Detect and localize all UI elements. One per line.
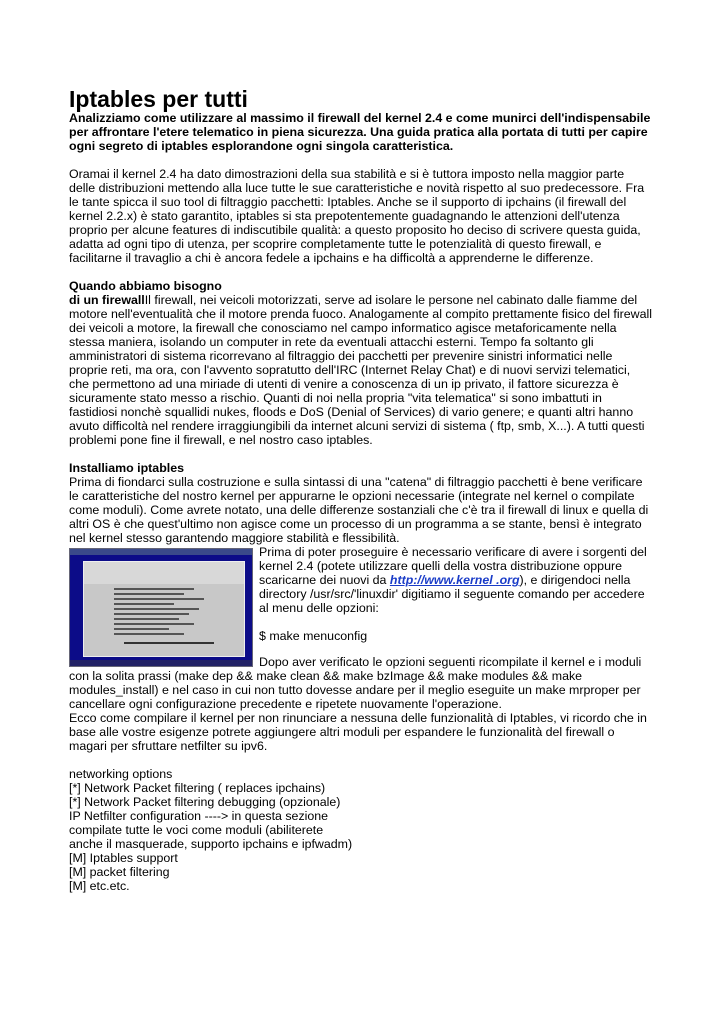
menuconfig-screenshot-image [69,548,253,667]
option-line: networking options [69,767,173,781]
kernel-org-link[interactable]: http://www.kernel .org [389,573,520,587]
article-subtitle: Analizziamo come utilizzare al massimo il firewall del kernel 2.4 e come munirci dell'indispensabile per affrontare l'etere telematico in piena sicurezza. Una guida pratica alla portata di tutti per capire ogni segreto di iptables esplorandone ogni singola caratteristica. [69,111,651,153]
option-line: [M] packet filtering [69,865,170,879]
option-line: [M] Iptables support [69,851,178,865]
page-title: Iptables per tutti [69,86,248,112]
float-text-pre: Prima di poter proseguire è necessario verificare di avere i sorgenti del kernel 2.4 (potete utilizzare quelli della vostra distribuzione oppure scaricarne dei nuovi da [259,545,647,587]
option-line: compilate tutte le voci come moduli (abiliterete [69,823,324,837]
compile-paragraph: Ecco come compilare il kernel per non rinunciare a nessuna delle funzionalità di Iptables, vi ricordo che in base alle vostre esigenze potrete aggiungere altri moduli per espandere le funzionalità del firewall o magari per sfruttare netfilter su ipv6. [69,711,647,753]
option-line: [*] Network Packet filtering debugging (opzionale) [69,795,341,809]
after-command-paragraph: Dopo aver verificato le opzioni seguenti ricompilate il kernel e i moduli con la solita prassi (make dep && make clean && make bzImage && make modules && make modules_install) e nel caso in cui non tutto dovesse andare per il meglio eseguite un make mrproper per cancellare ogni configurazione precedente e ripetete nuovamente l'operazione. [69,655,642,711]
section2-paragraph: Prima di fiondarci sulla costruzione e sulla sintassi di una "catena" di filtraggio pacchetti è bene verificare le caratteristiche del nostro kernel per appurarne le opzioni necessarie (integrate nel kernel o compilate come moduli). Come avrete notato, una delle differenze sostanziali che c'è tra il firewall di linux e quella di altri OS è che quest'ultimo non agisce come un processo di un programma a se stante, bensì è integrato nel kernel stesso garantendo maggiore stabilità e flessibilità. [69,475,649,545]
option-line: anche il masquerade, supporto ipchains e ipfwadm) [69,837,353,851]
option-line: [M] etc.etc. [69,879,130,893]
float-text-post: ), e dirigendoci nella directory /usr/src/'linuxdir' digitiamo il seguente comando per accedere al menu delle opzioni: [259,573,645,615]
option-line: IP Netfilter configuration ----> in questa sezione [69,809,329,823]
section2-heading: Installiamo iptables [69,461,184,475]
document-page [69,88,653,893]
section1-heading-inline: di un firewall [69,293,145,307]
section1-heading: Quando abbiamo bisogno [69,279,222,293]
kernel-options-list [69,767,653,893]
intro-paragraph: Oramai il kernel 2.4 ha dato dimostrazioni della sua stabilità e si è tuttora imposto nella maggior parte delle distribuzioni mettendo alla luce tutte le sue caratteristiche e novità rispetto al suo predecessore. Fra le tante spicca il suo tool di filtraggio pacchetti: Iptables. Anche se il supporto di ipchains (il firewall del kernel 2.2.x) è stato garantito, iptables si sta prepotentemente guadagnando le attenzioni dell'utenza proprio per alcune features di indiscutibile qualità: a questo proposito ho deciso di scrivere questa guida, adatta ad ogni tipo di utenza, per scoprire completamente tutte le potenzialità di questo firewall, e facilitarne il travaglio a chi è ancora fedele a ipchains e ha difficoltà a apprenderne le differenze. [69,167,645,265]
command-line: $ make menuconfig [259,629,368,643]
section1-body: Il firewall, nei veicoli motorizzati, serve ad isolare le persone nel cabinato dalle fiamme del motore nell'eventualità che il motore prenda fuoco. Analogamente al compito prettamente fisico del firewall dei veicoli a motore, la firewall che conosciamo nel campo informatico agisce metaforicamente nella stessa maniera, isolando un computer in rete da eventuali attacchi esterni. Tempo fa soltanto gli amministratori di sistema ricorrevano al filtraggio dei pacchetti per prevenire sinistri informatici nelle proprie reti, ma ora, con l'avvento sopratutto dell'IRC (Internet Relay Chat) e di nuovi servizi telematici, che permettono ad una miriade di utenti di venire a conoscenza di un ip privato, il fattore sicurezza è sicuramente stato messo a rischio. Quanti di noi nella propria "vita telematica" si sono imbattuti in fastidiosi nonchè squallidi nukes, floods e DoS (Denial of Services) di vario genere; e quanti altri hanno avuto difficoltà nel rendere irraggiungibili da internet alcuni servizi di sistema ( ftp, smb, X...). A tutti questi problemi pone fine il firewall, e nel nostro caso iptables. [69,293,652,447]
section1-paragraph [69,293,653,447]
option-line: [*] Network Packet filtering ( replaces ipchains) [69,781,326,795]
